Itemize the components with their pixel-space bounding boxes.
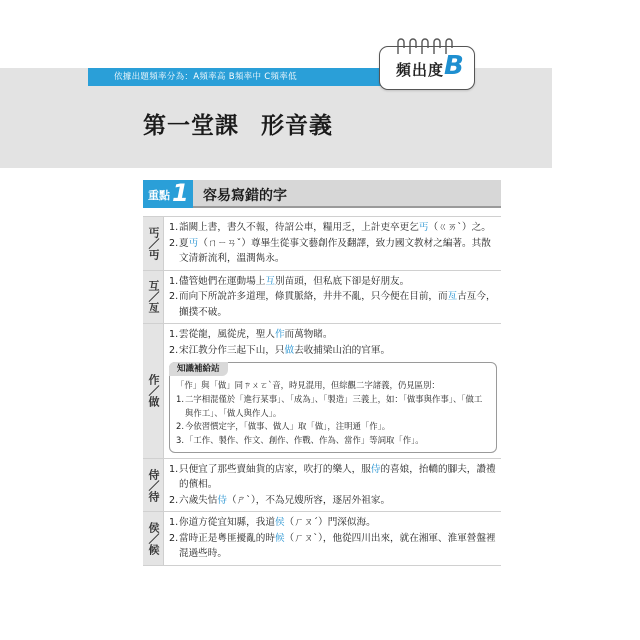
highlighted-character: 候 xyxy=(274,532,285,544)
highlighted-character: 侯 xyxy=(274,517,285,529)
item-number: 2. xyxy=(169,494,179,506)
example-sentence xyxy=(169,462,497,493)
frequency-note: 依據出題頻率分為：A頻率高 B頻率中 C頻率低 xyxy=(88,68,382,86)
highlighted-character: 侍 xyxy=(217,494,227,506)
sentence-fragment: 詣闕上書，書久不報，待詔公車，糧用乏，上計吏卒更乞 xyxy=(179,222,419,233)
item-number: 2. xyxy=(169,237,179,249)
sentence-text xyxy=(179,515,497,531)
sentence-fragment: 你道方從宜知縣，我道 xyxy=(179,517,275,529)
item-number: 1. xyxy=(169,517,179,529)
supplement-item xyxy=(176,393,490,421)
row-content xyxy=(169,271,501,324)
sentence-fragment: （ㄕˋ），不為兄嫂所容，逐居外祖家。 xyxy=(226,494,391,506)
sentence-text xyxy=(179,531,497,562)
table-row xyxy=(143,216,501,270)
sentence-fragment: 別苗頭，但私底下卻是好朋友。 xyxy=(274,275,410,287)
item-number: 2. xyxy=(169,344,179,356)
sentence-fragment: 的喜娘，抬轎的腳夫，讚禮的儐相。 xyxy=(179,463,496,491)
example-sentence xyxy=(169,236,497,267)
example-sentence xyxy=(169,327,497,343)
sentence-fragment: 古亙今，攧撲不破。 xyxy=(179,291,496,318)
badge-grade: B xyxy=(444,51,464,81)
highlighted-character: 作 xyxy=(274,329,285,340)
row-content xyxy=(169,324,501,458)
example-sentence xyxy=(169,343,497,359)
item-number: 1. xyxy=(169,275,179,287)
key-point-heading xyxy=(143,180,501,208)
row-label: 侍／待 xyxy=(147,468,160,502)
supplement-heading: 知識補給站 xyxy=(169,362,228,376)
sentence-fragment: 當時正是粵匪擾亂的時 xyxy=(179,532,275,544)
sentence-fragment: （ㄇㄧㄢˇ）尊畢生從事文藝創作及翻譯，致力國文教材之編著。其散文清新流利，溫潤雋永。 xyxy=(179,237,491,264)
row-label: 互／亙 xyxy=(147,280,160,314)
example-sentence xyxy=(169,515,497,531)
item-number: 2. xyxy=(169,291,179,302)
sentence-text xyxy=(179,327,497,343)
lesson-title xyxy=(143,107,333,140)
example-sentence xyxy=(169,274,497,290)
row-label-cell xyxy=(143,512,164,565)
row-label-cell xyxy=(143,217,164,270)
row-label: 丐／丏 xyxy=(147,226,160,260)
highlighted-character: 做 xyxy=(284,344,295,356)
sentence-text xyxy=(179,236,497,267)
supplement-item-text: 「工作、製作、作文、創作、作戰、作為、當作」等詞取「作」。 xyxy=(185,435,424,446)
item-number: 1. xyxy=(169,222,179,233)
example-sentence xyxy=(169,220,497,236)
row-content xyxy=(169,459,501,512)
row-label-cell xyxy=(143,459,164,512)
example-sentence xyxy=(169,289,497,320)
sentence-fragment: 六歲失怙 xyxy=(179,494,218,506)
row-label: 侯／候 xyxy=(147,522,160,556)
item-number: 1. xyxy=(169,463,179,475)
badge-label: 頻出度 xyxy=(396,61,445,79)
sentence-fragment: （ㄏㄡˊ）門深似海。 xyxy=(284,517,376,529)
supplement-item-text: 二字相混僅於「進行某事」、「成為」、「製造」三義上，如：「做事與作事」、「做工與作工」、「做人與作人」。 xyxy=(185,393,483,418)
supplement-intro: 「作」與「做」同ㄗㄨㄛˋ音，時見混用，但綜觀二字諸義，仍見區別： xyxy=(176,380,440,390)
item-number: 1. xyxy=(169,329,179,340)
sentence-text xyxy=(179,274,497,290)
sentence-fragment: 宋江教分作三起下山，只 xyxy=(179,344,285,356)
supplement-item-number: 1. xyxy=(176,393,184,404)
item-number: 2. xyxy=(169,532,179,544)
row-content xyxy=(169,217,501,270)
sentence-fragment: 去收捕梁山泊的官軍。 xyxy=(294,344,391,356)
highlighted-character: 互 xyxy=(265,275,275,287)
lesson-number: 第一堂課 xyxy=(143,113,239,139)
sentence-text xyxy=(179,462,497,493)
sentence-fragment: 而萬物睹。 xyxy=(284,329,333,340)
supplement-item-text: 今依習慣定字，「做事、做人」取「做」，注明通「作」。 xyxy=(185,421,391,432)
sentence-text xyxy=(179,343,497,359)
table-row xyxy=(143,270,501,324)
sentence-fragment: 而向下所說許多道理，條貫脈絡，井井不亂，只今便在目前，而 xyxy=(179,291,448,302)
row-content xyxy=(169,512,501,565)
key-point-title: 容易寫錯的字 xyxy=(203,188,287,204)
sentence-fragment: 雲從龍，風從虎，聖人 xyxy=(179,329,275,340)
sentence-text xyxy=(179,493,497,509)
row-label-cell xyxy=(143,324,164,458)
table-row xyxy=(143,323,501,458)
key-point-tag-text: 重點 xyxy=(148,189,170,202)
supplement-item-number: 3. xyxy=(176,435,184,446)
sentence-fragment: （ㄍㄞˋ）之。 xyxy=(428,222,491,233)
highlighted-character: 侍 xyxy=(370,463,381,475)
supplement-item-number: 2. xyxy=(176,421,184,432)
lesson-subject: 形音義 xyxy=(261,113,333,139)
highlighted-character: 丏 xyxy=(188,237,199,249)
table-row xyxy=(143,458,501,512)
sentence-text xyxy=(179,220,497,236)
highlighted-character: 亙 xyxy=(447,291,458,302)
supplement-item xyxy=(176,434,490,448)
key-point-number: 1 xyxy=(172,179,189,207)
key-point-tag xyxy=(143,180,193,208)
supplement-item xyxy=(176,420,490,434)
table-row xyxy=(143,511,501,566)
sentence-fragment: 只便宜了那些賣紬貨的店家，吹打的樂人，服 xyxy=(179,463,371,475)
row-label: 作／做 xyxy=(147,374,160,408)
sentence-fragment: 夏 xyxy=(179,237,189,249)
highlighted-character: 丐 xyxy=(418,222,429,233)
character-table xyxy=(143,216,501,566)
knowledge-supplement-box xyxy=(169,362,497,453)
frequency-badge xyxy=(379,46,475,90)
sentence-fragment: （ㄏㄡˋ），他從四川出來，就在湘軍、淮軍營盤裡混過些時。 xyxy=(179,532,496,560)
example-sentence xyxy=(169,493,497,509)
row-label-cell xyxy=(143,271,164,324)
sentence-fragment: 儘管她們在運動場上 xyxy=(179,275,266,287)
sentence-text xyxy=(179,289,497,320)
example-sentence xyxy=(169,531,497,562)
